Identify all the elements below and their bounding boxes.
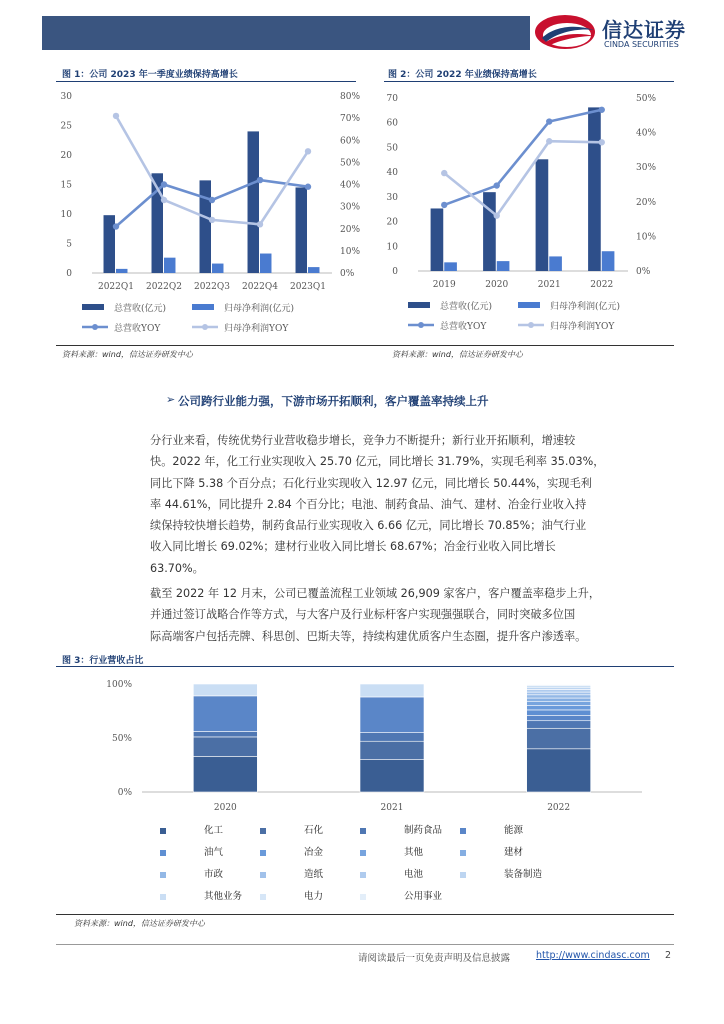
y-tick-label: 60 [386, 118, 398, 129]
figure3-divider [56, 914, 674, 915]
figure3-title: 图 3：行业营收占比 [62, 656, 144, 666]
x-tick-label: 2022Q4 [241, 282, 279, 292]
legend-label: 石化 [304, 825, 324, 836]
line-net-profit-yoy [116, 116, 308, 224]
figure2-chart [388, 86, 688, 341]
bar-net-profit [212, 264, 223, 273]
figure1-title: 图 1：公司 2023 年一季度业绩保持高增长 [62, 70, 238, 80]
x-tick-label: 2019 [432, 280, 456, 290]
legend-swatch [360, 828, 366, 834]
line-point [599, 107, 605, 113]
stacked-segment [193, 732, 257, 737]
line-point [113, 113, 119, 119]
x-tick-label: 2020 [485, 280, 509, 290]
x-tick-label: 2022Q3 [193, 282, 231, 292]
legend-swatch [360, 850, 366, 856]
stacked-segment [360, 741, 424, 759]
bar-net-profit [444, 262, 457, 271]
line-point [441, 170, 447, 176]
stacked-segment [527, 692, 591, 695]
paragraph-line: 截至 2022 年 12 月末，公司已覆盖流程工业领域 26,909 家客户，客户覆盖率稳步上升， [150, 587, 601, 600]
legend-label: 化工 [204, 825, 224, 836]
bar-net-profit [549, 256, 562, 271]
y-tick-label: 25 [60, 121, 72, 132]
legend-item [160, 822, 223, 836]
stacked-segment [527, 715, 591, 720]
logo-text-en: CINDA SECURITIES [604, 40, 679, 49]
y-tick-label: 0 [66, 269, 72, 279]
y2-tick-label: 40% [340, 180, 361, 191]
cinda-logo [532, 12, 712, 56]
bar-net-profit [116, 269, 127, 273]
legend-swatch [408, 302, 430, 308]
legend-label: 制药食品 [404, 825, 443, 836]
stacked-segment [193, 684, 257, 696]
legend-swatch-point [418, 322, 424, 328]
paragraph-line: 快。2022 年，化工行业实现收入 25.70 亿元，同比增长 31.79%，实现毛利率 35.03%， [150, 455, 605, 469]
figure2-rule [384, 81, 674, 82]
legend-item [160, 888, 242, 902]
legend-item [160, 844, 223, 858]
y2-tick-label: 30% [340, 202, 361, 213]
legend-item [360, 822, 442, 836]
stacked-segment [527, 701, 591, 705]
legend-label: 总营收YOY [440, 322, 487, 332]
y-tick-label: 15 [60, 180, 72, 191]
stacked-segment [527, 689, 591, 692]
legend-swatch [460, 828, 466, 834]
stacked-segment [527, 721, 591, 729]
legend-swatch [160, 850, 166, 856]
figure2-title: 图 2：公司 2022 年业绩保持高增长 [388, 70, 537, 80]
footer-rule [56, 944, 674, 945]
y-tick-label: 70 [386, 94, 398, 104]
line-point [257, 177, 263, 183]
stacked-segment [360, 760, 424, 792]
legend-swatch [160, 872, 166, 878]
legend-swatch [160, 894, 166, 900]
legend-label: 油气 [204, 847, 224, 858]
x-tick-label: 2020 [213, 803, 237, 813]
line-point [441, 202, 447, 208]
legend-label: 电力 [304, 891, 324, 902]
paragraph-line: 收入同比增长 69.02%；建材行业收入同比增长 68.67%；冶金行业收入同比增长 [150, 540, 556, 554]
y2-tick-label: 0% [340, 269, 355, 279]
line-point [494, 212, 500, 218]
stacked-segment [193, 696, 257, 732]
y-tick-label: 50% [111, 734, 132, 744]
stacked-segment [527, 706, 591, 710]
legend-swatch [192, 304, 214, 310]
figure1-source: 资料来源：wind，信达证券研发中心 [62, 350, 193, 359]
legend-item [360, 888, 442, 902]
legend-label: 归母净利润YOY [224, 324, 289, 334]
legend-item [460, 822, 523, 836]
y-tick-label: 30 [60, 92, 72, 102]
line-point [546, 118, 552, 124]
x-tick-label: 2022 [590, 280, 614, 290]
y2-tick-label: 0% [636, 267, 651, 277]
bar-revenue [431, 208, 444, 271]
line-point [161, 181, 167, 187]
x-tick-label: 2022Q2 [145, 282, 183, 292]
paragraph-line: 同比下降 5.38 个百分点；石化行业实现收入 12.97 亿元，同比增长 50.44%，实现毛利 [150, 476, 592, 490]
legend-label: 公用事业 [404, 891, 443, 902]
stacked-segment [527, 695, 591, 698]
legend-label: 总营收(亿元) [440, 302, 493, 312]
legend-item [260, 844, 323, 858]
line-point [305, 148, 311, 154]
y-tick-label: 50 [386, 143, 398, 154]
stacked-segment [527, 684, 591, 685]
paragraph-line: 分行业来看，传统优势行业营收稳步增长，竞争力不断提升；新行业开拓顺利，增速较 [150, 434, 576, 447]
legend-swatch [260, 828, 266, 834]
legend-swatch [460, 872, 466, 878]
stacked-segment [527, 687, 591, 689]
line-point [161, 197, 167, 203]
stacked-segment [193, 737, 257, 756]
legend-item [260, 822, 323, 836]
legend-label: 其他业务 [204, 891, 243, 902]
stacked-segment [527, 710, 591, 715]
y-tick-label: 30 [386, 192, 398, 203]
figure3-rule [56, 666, 674, 667]
legend-swatch [82, 304, 104, 310]
section-arrow-icon: ➢ [166, 393, 176, 406]
legend-label: 能源 [504, 825, 524, 836]
logo-swoosh-icon [532, 12, 598, 52]
line-point [305, 184, 311, 190]
line-point [257, 221, 263, 227]
figure3-source: 资料来源：wind，信达证券研发中心 [74, 919, 205, 928]
y-tick-label: 0 [392, 267, 398, 277]
line-point [113, 223, 119, 229]
paragraph-line: 63.70%。 [150, 561, 204, 575]
line-point [599, 139, 605, 145]
y-tick-label: 0% [117, 788, 132, 798]
logo-text-cn: 信达证券 [602, 18, 686, 42]
y2-tick-label: 10% [636, 232, 657, 243]
paragraph-1 [150, 430, 672, 579]
y2-tick-label: 60% [340, 136, 361, 147]
stacked-segment [360, 697, 424, 733]
paragraph-line: 续保持较快增长趋势，制药食品行业实现收入 6.66 亿元，同比增长 70.85%；油气行业 [150, 519, 587, 533]
line-point [209, 197, 215, 203]
header-bar [42, 16, 530, 50]
y2-tick-label: 10% [340, 246, 361, 257]
legend-item [160, 866, 223, 880]
y-tick-label: 5 [66, 239, 72, 250]
bar-revenue [248, 131, 259, 273]
line-point [209, 217, 215, 223]
stacked-segment [527, 728, 591, 749]
legend-swatch-point [528, 322, 534, 328]
bar-revenue [588, 107, 601, 271]
paragraph-line: 率 44.61%，同比提升 2.84 个百分比；电池、制药食品、油气、建材、冶金行业收入持 [150, 497, 587, 511]
stacked-segment [193, 756, 257, 792]
legend-label: 总营收(亿元) [114, 304, 167, 314]
y-tick-label: 10 [60, 210, 72, 220]
stacked-segment [527, 698, 591, 701]
paragraph-2 [150, 583, 672, 647]
legend-label: 装备制造 [504, 869, 543, 880]
bar-revenue [200, 180, 211, 273]
stacked-segment [360, 684, 424, 697]
bar-net-profit [308, 267, 319, 273]
legend-swatch [260, 850, 266, 856]
bar-revenue [296, 187, 307, 273]
legend-label: 归母净利润(亿元) [224, 304, 295, 314]
x-tick-label: 2022Q1 [97, 282, 135, 292]
disclaimer-note: 请阅读最后一页免责声明及信息披露 [358, 953, 511, 964]
figure1-rule [56, 81, 356, 82]
bar-net-profit [602, 251, 615, 271]
x-tick-label: 2023Q1 [289, 282, 327, 292]
legend-item [460, 866, 542, 880]
y-tick-label: 10 [386, 242, 398, 253]
legend-swatch [360, 894, 366, 900]
legend-label: 市政 [204, 869, 224, 880]
bar-net-profit [164, 258, 175, 273]
figure3-chart [62, 670, 674, 820]
page-number: 2 [665, 950, 672, 961]
y2-tick-label: 50% [340, 158, 361, 169]
legend-label: 造纸 [304, 869, 324, 880]
legend-item [260, 866, 323, 880]
figure1-chart [62, 86, 382, 341]
figure-divider [56, 345, 674, 346]
legend-swatch [518, 302, 540, 308]
legend-item [360, 844, 423, 858]
y2-tick-label: 40% [636, 128, 657, 139]
bar-net-profit [260, 254, 271, 273]
y2-tick-label: 20% [340, 224, 361, 235]
legend-label: 电池 [404, 869, 424, 880]
legend-label: 建材 [504, 847, 524, 858]
y-tick-label: 20 [60, 151, 72, 161]
legend-swatch [260, 894, 266, 900]
paragraph-line: 际高端客户包括壳牌、科思创、巴斯夫等，持续构建优质客户生态圈，提升客户渗透率。 [150, 629, 587, 643]
legend-swatch [260, 872, 266, 878]
legend-label: 总营收YOY [114, 324, 161, 334]
legend-label: 冶金 [304, 847, 324, 858]
y2-tick-label: 50% [636, 94, 657, 104]
y-tick-label: 20 [386, 217, 398, 228]
bar-revenue [536, 159, 549, 271]
legend-item [360, 866, 423, 880]
legend-swatch [360, 872, 366, 878]
x-tick-label: 2022 [547, 803, 571, 813]
legend-swatch-point [92, 324, 98, 330]
stacked-segment [360, 733, 424, 742]
x-tick-label: 2021 [537, 280, 561, 290]
paragraph-line: 并通过签订战略合作等方式，与大客户及行业标杆客户实现强强联合，同时突破多位国 [150, 608, 576, 622]
legend-swatch-point [202, 324, 208, 330]
y-tick-label: 40 [386, 168, 398, 179]
legend-label: 其他 [404, 847, 424, 858]
x-tick-label: 2021 [380, 803, 404, 813]
stacked-segment [527, 749, 591, 792]
line-point [494, 182, 500, 188]
bar-net-profit [497, 261, 510, 271]
y2-tick-label: 80% [340, 92, 361, 102]
y2-tick-label: 30% [636, 163, 657, 174]
bar-revenue [104, 215, 115, 273]
website-link[interactable]: http://www.cindasc.com [536, 950, 650, 961]
y2-tick-label: 70% [340, 114, 361, 125]
legend-swatch [460, 850, 466, 856]
y2-tick-label: 20% [636, 197, 657, 208]
legend-item [260, 888, 323, 902]
legend-label: 归母净利润YOY [550, 322, 615, 332]
bar-revenue [483, 192, 496, 271]
section-title: 公司跨行业能力强，下游市场开拓顺利，客户覆盖率持续上升 [178, 394, 489, 408]
y-tick-label: 100% [106, 680, 132, 690]
legend-item [460, 844, 523, 858]
figure2-source: 资料来源：wind，信达证券研发中心 [392, 350, 523, 359]
legend-label: 归母净利润(亿元) [550, 302, 621, 312]
legend-swatch [160, 828, 166, 834]
line-point [546, 138, 552, 144]
